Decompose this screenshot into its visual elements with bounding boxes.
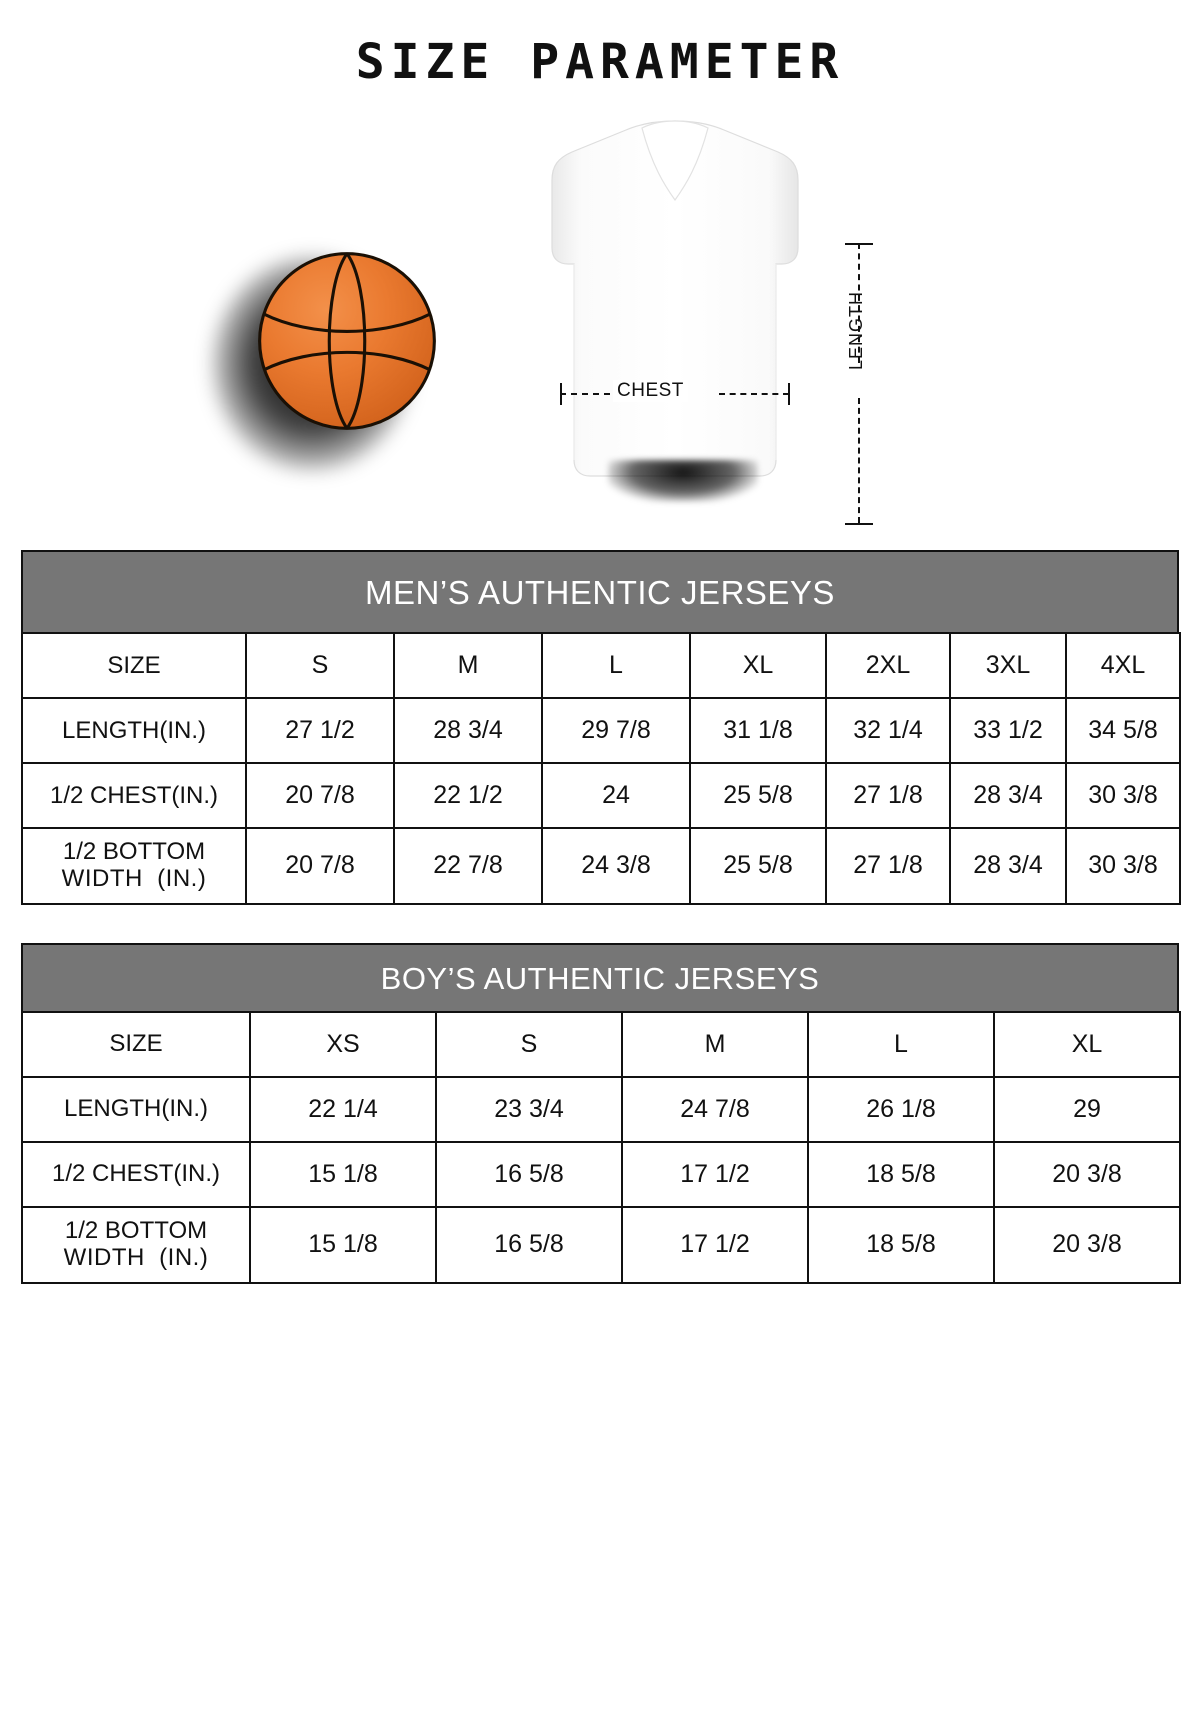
basketball-icon	[256, 250, 438, 432]
boys-chest-s: 16 5/8	[436, 1142, 622, 1207]
mens-row-bottom-width-label-line2: WIDTH (IN.)	[61, 864, 207, 892]
boys-size-table	[21, 1011, 1181, 1284]
boys-length-xs: 22 1/4	[250, 1077, 436, 1142]
mens-chest-l: 24	[542, 763, 690, 828]
mens-col-l: L	[542, 633, 690, 698]
boys-chest-xs: 15 1/8	[250, 1142, 436, 1207]
length-cap-bottom	[845, 523, 873, 525]
mens-col-2xl: 2XL	[826, 633, 950, 698]
table-row	[22, 1207, 1180, 1283]
mens-col-m: M	[394, 633, 542, 698]
mens-col-4xl: 4XL	[1066, 633, 1180, 698]
boys-col-m: M	[622, 1012, 808, 1077]
boys-bottom-m: 17 1/2	[622, 1207, 808, 1283]
mens-length-m: 28 3/4	[394, 698, 542, 763]
chest-cap-right	[788, 383, 790, 405]
boys-row-bottom-width-label	[22, 1207, 250, 1283]
mens-col-size: SIZE	[22, 633, 246, 698]
mens-chest-xl: 25 5/8	[690, 763, 826, 828]
boys-col-l: L	[808, 1012, 994, 1077]
mens-row-length-label: LENGTH(IN.)	[22, 698, 246, 763]
boys-bottom-xl: 20 3/8	[994, 1207, 1180, 1283]
boys-row-bottom-width-label-line1: 1/2 BOTTOM	[64, 1216, 208, 1244]
boys-length-xl: 29	[994, 1077, 1180, 1142]
boys-length-l: 26 1/8	[808, 1077, 994, 1142]
mens-chest-3xl: 28 3/4	[950, 763, 1066, 828]
mens-length-xl: 31 1/8	[690, 698, 826, 763]
mens-row-bottom-width-label-line1: 1/2 BOTTOM	[62, 838, 206, 865]
mens-row-bottom-width-label	[22, 828, 246, 904]
mens-size-table	[21, 632, 1181, 905]
jersey-icon	[530, 108, 820, 508]
mens-bottom-4xl: 30 3/8	[1066, 828, 1180, 904]
table-row	[22, 1077, 1180, 1142]
page-title: SIZE PARAMETER	[355, 34, 845, 90]
jersey-illustration	[530, 108, 820, 508]
boys-chest-l: 18 5/8	[808, 1142, 994, 1207]
length-dimension-label: LENGTH	[846, 290, 866, 370]
boys-bottom-xs: 15 1/8	[250, 1207, 436, 1283]
boys-size-table-block	[21, 943, 1179, 1284]
basketball-illustration	[212, 238, 472, 498]
table-row-header	[22, 633, 1180, 698]
boys-col-xs: XS	[250, 1012, 436, 1077]
chest-line-right	[719, 393, 789, 395]
mens-col-3xl: 3XL	[950, 633, 1066, 698]
jersey-shadow	[608, 460, 758, 502]
chest-line-left	[560, 393, 610, 395]
mens-length-s: 27 1/2	[246, 698, 394, 763]
boys-bottom-s: 16 5/8	[436, 1207, 622, 1283]
size-diagram	[0, 108, 1200, 538]
mens-row-chest-label: 1/2 CHEST(IN.)	[22, 763, 246, 828]
mens-length-l: 29 7/8	[542, 698, 690, 763]
mens-bottom-m: 22 7/8	[394, 828, 542, 904]
boys-col-size: SIZE	[22, 1012, 250, 1077]
mens-bottom-l: 24 3/8	[542, 828, 690, 904]
boys-length-m: 24 7/8	[622, 1077, 808, 1142]
length-line-bottom	[858, 398, 860, 523]
table-row-header	[22, 1012, 1180, 1077]
mens-size-table-block	[21, 550, 1179, 905]
mens-length-3xl: 33 1/2	[950, 698, 1066, 763]
mens-bottom-s: 20 7/8	[246, 828, 394, 904]
mens-bottom-3xl: 28 3/4	[950, 828, 1066, 904]
boys-col-s: S	[436, 1012, 622, 1077]
boys-row-length-label: LENGTH(IN.)	[22, 1077, 250, 1142]
boys-col-xl: XL	[994, 1012, 1180, 1077]
chest-dimension-label: CHEST	[613, 380, 688, 402]
boys-table-header: BOY’S AUTHENTIC JERSEYS	[21, 943, 1179, 1011]
mens-chest-m: 22 1/2	[394, 763, 542, 828]
mens-length-4xl: 34 5/8	[1066, 698, 1180, 763]
mens-length-2xl: 32 1/4	[826, 698, 950, 763]
mens-chest-2xl: 27 1/8	[826, 763, 950, 828]
boys-chest-m: 17 1/2	[622, 1142, 808, 1207]
boys-row-chest-label: 1/2 CHEST(IN.)	[22, 1142, 250, 1207]
boys-row-bottom-width-label-line2: WIDTH (IN.)	[63, 1243, 209, 1271]
mens-col-s: S	[246, 633, 394, 698]
table-row	[22, 698, 1180, 763]
mens-bottom-2xl: 27 1/8	[826, 828, 950, 904]
mens-chest-s: 20 7/8	[246, 763, 394, 828]
mens-table-header: MEN’S AUTHENTIC JERSEYS	[21, 550, 1179, 632]
table-row	[22, 828, 1180, 904]
table-row	[22, 1142, 1180, 1207]
boys-chest-xl: 20 3/8	[994, 1142, 1180, 1207]
mens-chest-4xl: 30 3/8	[1066, 763, 1180, 828]
table-row	[22, 763, 1180, 828]
mens-col-xl: XL	[690, 633, 826, 698]
mens-bottom-xl: 25 5/8	[690, 828, 826, 904]
boys-bottom-l: 18 5/8	[808, 1207, 994, 1283]
boys-length-s: 23 3/4	[436, 1077, 622, 1142]
